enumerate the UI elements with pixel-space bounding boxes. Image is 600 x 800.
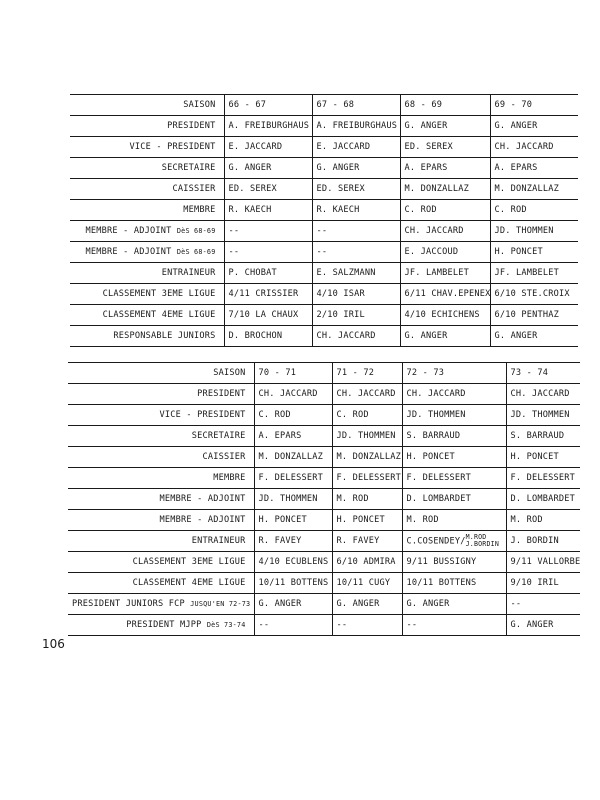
row-label-text: ENTRAINEUR [191,536,246,546]
row-label-text: VICE - PRESIDENT [159,410,246,420]
table-cell: 6/10 ADMIRA [332,552,402,573]
table-cell: A. EPARS [490,158,578,179]
table-cell: D. LOMBARDET [402,489,506,510]
table-row [68,405,580,426]
table-row [68,447,580,468]
entraineur-stack [466,534,499,548]
table-cell: CH. JACCARD [506,384,580,405]
row-label-text: SECRETAIRE [191,431,246,441]
row-label-text: CAISSIER [202,452,246,462]
table-cell: CH. JACCARD [490,137,578,158]
row-label-text: CLASSEMENT 4EME LIGUE [102,310,216,320]
table-cell: M. DONZALLAZ [332,447,402,468]
table-cell: M. DONZALLAZ [490,179,578,200]
season-header-cell: 70 - 71 [254,363,332,384]
table-row [68,552,580,573]
row-label [68,426,254,447]
table-cell: G. ANGER [490,116,578,137]
table-cell: JD. THOMMEN [332,426,402,447]
table-cell: 4/10 ISAR [312,284,400,305]
table-cell: A. EPARS [254,426,332,447]
row-label-text: ENTRAINEUR [161,268,216,278]
row-label [70,326,224,347]
table-cell: R. FAVEY [332,531,402,552]
row-label [68,552,254,573]
table-cell: JF. LAMBELET [490,263,578,284]
table-cell: 10/11 BOTTENS [402,573,506,594]
table-row [70,137,578,158]
row-label [70,305,224,326]
table-cell: ED. SEREX [312,179,400,200]
table-row [68,615,580,636]
entraineur-main: C.COSENDEY/ [406,536,466,547]
table-cell: ED. SEREX [224,179,312,200]
table-cell: D. BROCHON [224,326,312,347]
season-header-cell: 66 - 67 [224,95,312,116]
table-cell: JF. LAMBELET [400,263,490,284]
row-label [68,573,254,594]
row-label [68,594,254,615]
table-cell: JD. THOMMEN [506,405,580,426]
table-cell: C. ROD [490,200,578,221]
row-label [68,384,254,405]
table-cell: 4/10 ECUBLENS [254,552,332,573]
table-row [70,221,578,242]
table-cell: M. DONZALLAZ [400,179,490,200]
table-cell: H. PONCET [254,510,332,531]
season-header-cell: 69 - 70 [490,95,578,116]
table-cell: M. DONZALLAZ [254,447,332,468]
table-cell: M. ROD [402,510,506,531]
table-cell: E. JACCOUD [400,242,490,263]
table-row [68,426,580,447]
row-label [68,531,254,552]
season-header-cell: 68 - 69 [400,95,490,116]
row-label-text: MEMBRE - ADJOINT [85,247,172,257]
table-cell: G. ANGER [402,594,506,615]
page-number: 106 [42,637,65,651]
table-cell: E. SALZMANN [312,263,400,284]
table-cell: G. ANGER [400,116,490,137]
table-row [68,531,580,552]
season-header-label: SAISON [68,363,254,384]
table-cell: ED. SEREX [400,137,490,158]
row-label [70,284,224,305]
table-cell: R. FAVEY [254,531,332,552]
table-cell: C. ROD [332,405,402,426]
table-cell: G. ANGER [506,615,580,636]
table-row [68,573,580,594]
table-cell: C. ROD [254,405,332,426]
entraineur-bottom: J.BORDIN [465,540,499,548]
table-cell: M. ROD [506,510,580,531]
table-cell: F. DELESSERT [506,468,580,489]
table-row [68,468,580,489]
table-cell: R. KAECH [224,200,312,221]
row-label [70,137,224,158]
table-cell: G. ANGER [224,158,312,179]
table-cell: 10/11 CUGY [332,573,402,594]
table-cell: -- [254,615,332,636]
table-cell: F. DELESSERT [254,468,332,489]
table-cell: -- [402,615,506,636]
table-cell: G. ANGER [490,326,578,347]
table-row [70,116,578,137]
table-cell: -- [332,615,402,636]
table-row [70,263,578,284]
row-label [70,200,224,221]
table-cell: R. KAECH [312,200,400,221]
table-cell: E. JACCARD [224,137,312,158]
table-cell: CH. JACCARD [312,326,400,347]
row-label-text: MEMBRE [213,473,246,483]
table-cell: 4/10 ECHICHENS [400,305,490,326]
table-cell: JD. THOMMEN [254,489,332,510]
season-header-cell: 72 - 73 [402,363,506,384]
season-header-row [70,95,578,116]
table-cell: -- [224,221,312,242]
table-cell: 6/10 STE.CROIX [490,284,578,305]
table-cell: G. ANGER [254,594,332,615]
table-cell: 9/11 BUSSIGNY [402,552,506,573]
table-cell: CH. JACCARD [400,221,490,242]
row-label [70,242,224,263]
table-cell: 7/10 LA CHAUX [224,305,312,326]
row-label-text: RESPONSABLE JUNIORS [113,331,216,341]
table-cell: G. ANGER [312,158,400,179]
table-cell: 4/11 CRISSIER [224,284,312,305]
season-header-row [68,363,580,384]
table-row [70,284,578,305]
table-cell: A. FREIBURGHAUS [312,116,400,137]
season-header-label: SAISON [70,95,224,116]
row-label [70,116,224,137]
row-label [68,468,254,489]
row-label-note: DèS 68-69 [176,248,216,256]
table-row [70,326,578,347]
table-cell: 9/11 VALLORBE [506,552,580,573]
table-row [70,305,578,326]
row-label [70,179,224,200]
row-label-text: SECRETAIRE [161,163,216,173]
table-cell: G. ANGER [332,594,402,615]
row-label [68,489,254,510]
row-label [68,615,254,636]
row-label-text: MEMBRE - ADJOINT [159,494,246,504]
season-header-cell: 67 - 68 [312,95,400,116]
row-label-note: DèS 68-69 [176,227,216,235]
row-label-text: VICE - PRESIDENT [129,142,216,152]
table-cell: -- [312,242,400,263]
row-label-text: PRESIDENT [167,121,216,131]
table-row [70,242,578,263]
row-label [70,221,224,242]
table-row [68,510,580,531]
table-cell: 10/11 BOTTENS [254,573,332,594]
table-cell: CH. JACCARD [254,384,332,405]
row-label-text: MEMBRE - ADJOINT [85,226,172,236]
row-label-text: PRESIDENT MJPP [126,620,202,630]
table-cell: F. DELESSERT [332,468,402,489]
table-cell: H. PONCET [506,447,580,468]
committee-table-1970-1974 [68,362,580,636]
table-row [70,158,578,179]
row-label-text: CLASSEMENT 3EME LIGUE [102,289,216,299]
row-label-note: DèS 73-74 [206,621,246,629]
row-label-text: MEMBRE - ADJOINT [159,515,246,525]
table-cell: CH. JACCARD [402,384,506,405]
table-row [68,594,580,615]
row-label-text: PRESIDENT [197,389,246,399]
row-label [68,447,254,468]
row-label-text: CLASSEMENT 3EME LIGUE [132,557,246,567]
season-header-cell: 73 - 74 [506,363,580,384]
table-cell: D. LOMBARDET [506,489,580,510]
row-label-text: PRESIDENT JUNIORS FCP [72,599,185,609]
table-cell: 2/10 IRIL [312,305,400,326]
table-row [68,384,580,405]
row-label [70,158,224,179]
season-header-cell: 71 - 72 [332,363,402,384]
row-label-text: CLASSEMENT 4EME LIGUE [132,578,246,588]
entraineur-72-73-cell [402,531,506,552]
table-cell: H. PONCET [332,510,402,531]
table-cell: S. BARRAUD [506,426,580,447]
table-cell: 6/10 PENTHAZ [490,305,578,326]
row-label [70,263,224,284]
table-cell: H. PONCET [402,447,506,468]
table-cell: S. BARRAUD [402,426,506,447]
table-cell: P. CHOBAT [224,263,312,284]
table-cell: JD. THOMMEN [490,221,578,242]
table-cell: G. ANGER [400,326,490,347]
table-cell: -- [224,242,312,263]
table-cell: A. FREIBURGHAUS [224,116,312,137]
table-row [68,489,580,510]
row-label [68,405,254,426]
entraineur-top: M.ROD [465,533,487,541]
table-row [70,179,578,200]
committee-table-1966-1970 [70,94,578,347]
table-cell: M. ROD [332,489,402,510]
row-label-text: MEMBRE [183,205,216,215]
table-cell: A. EPARS [400,158,490,179]
row-label-text: CAISSIER [172,184,216,194]
table-cell: -- [312,221,400,242]
table-cell: H. PONCET [490,242,578,263]
table-cell: CH. JACCARD [332,384,402,405]
table-cell: 6/11 CHAV.EPENEX [400,284,490,305]
table-cell: JD. THOMMEN [402,405,506,426]
table-cell: F. DELESSERT [402,468,506,489]
table-row [70,200,578,221]
table-cell: 9/10 IRIL [506,573,580,594]
table-cell: -- [506,594,580,615]
row-label-note: JUSQU'EN 72-73 [190,600,251,608]
table-cell: C. ROD [400,200,490,221]
table-cell: E. JACCARD [312,137,400,158]
table-cell: J. BORDIN [506,531,580,552]
row-label [68,510,254,531]
